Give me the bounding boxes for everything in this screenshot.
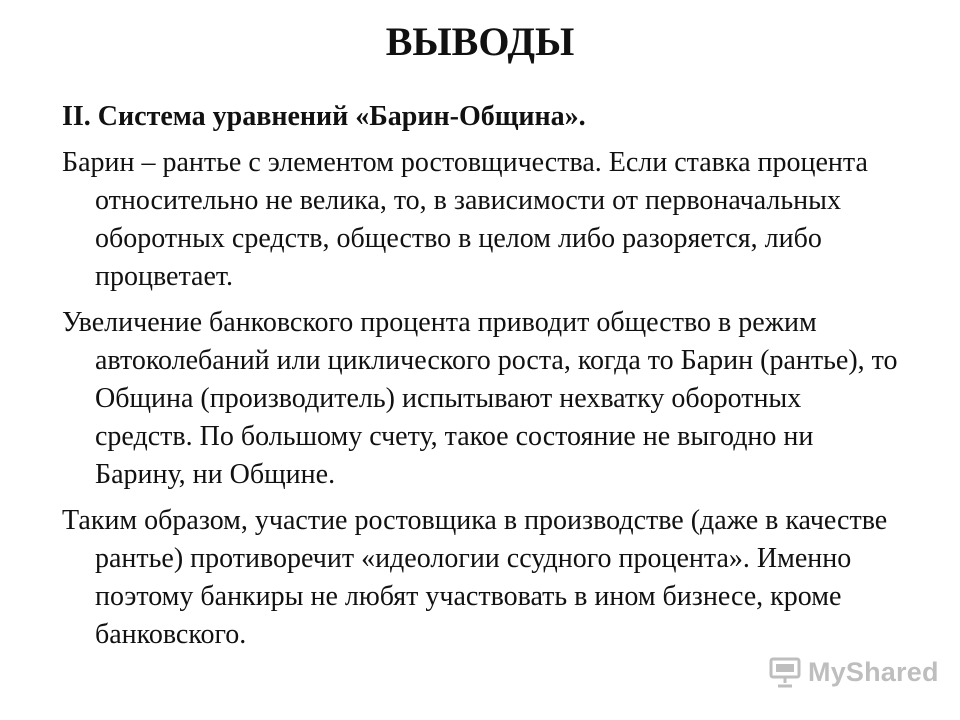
paragraph-3: Таким образом, участие ростовщика в производстве (даже в качестве рантье) противоречит «идеологии ссудного процента». Именно поэтому банкиры не любят участвовать в ином бизнесе, кроме банковского.: [62, 505, 888, 650]
watermark-text: MyShared: [808, 656, 939, 687]
slide-body: [62, 100, 902, 662]
slide-title: ВЫВОДЫ: [385, 19, 575, 64]
section-heading: II. Система уравнений «Барин-Община».: [62, 101, 586, 132]
projector-screen-icon: [768, 655, 802, 689]
myshared-watermark: [768, 652, 939, 692]
paragraph-1: Барин – рантье с элементом ростовщичества. Если ставка процента относительно не велика, то, в зависимости от первоначальных оборотных средств, общество в целом либо разоряется, либо процветает.: [62, 147, 868, 292]
paragraph-2: Увеличение банковского процента приводит общество в режим автоколебаний или циклического роста, когда то Барин (рантье), то Община (производитель) испытывают нехватку оборотных средств. По большому счету, такое состояние не выгодно ни Барину, ни Общине.: [62, 307, 898, 490]
